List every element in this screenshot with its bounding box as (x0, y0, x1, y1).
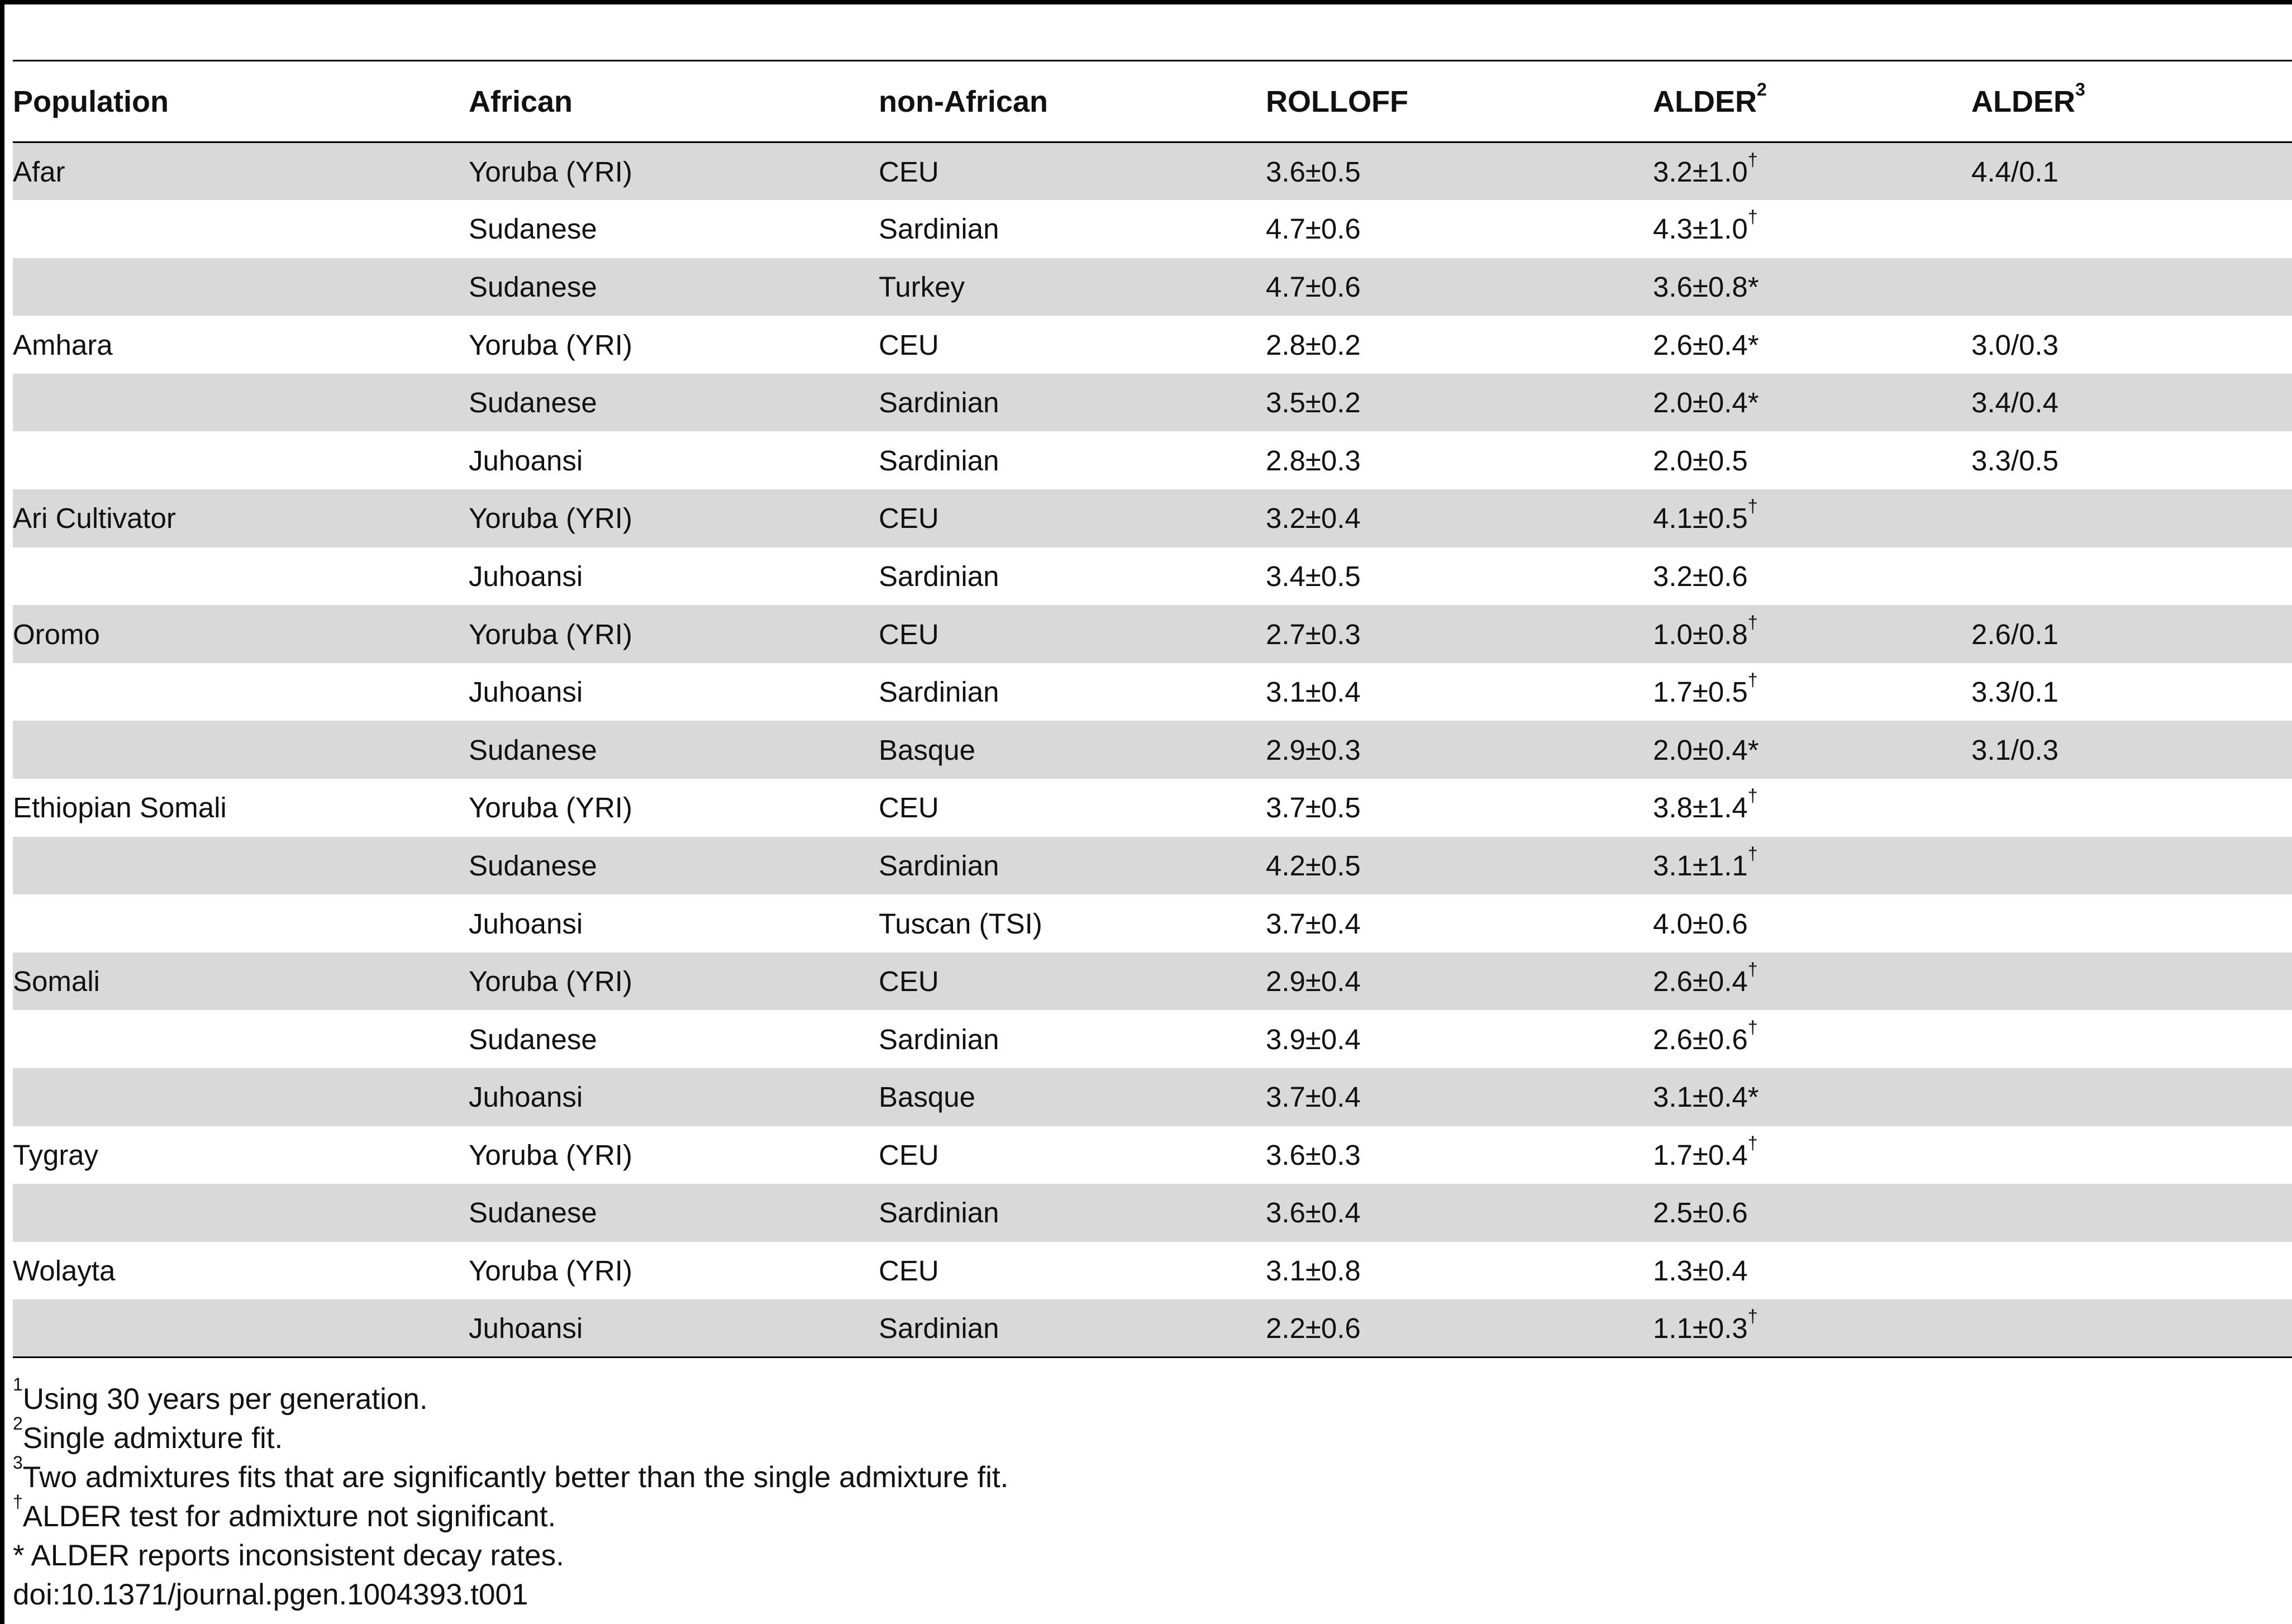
cell-alder-two (1971, 779, 2292, 837)
cell-alder-single (1653, 1184, 1971, 1242)
cell-non-african-source (879, 663, 1266, 721)
cell-non-african-source-value: Sardinian (879, 849, 999, 882)
cell-african-source-value: Sudanese (469, 734, 597, 766)
cell-non-african-source-value: Sardinian (879, 213, 999, 245)
cell-alder-two (1971, 258, 2292, 316)
cell-rolloff (1266, 1126, 1653, 1184)
cell-population (13, 489, 469, 547)
cell-rolloff-value: 3.1±0.4 (1266, 676, 1361, 708)
cell-alder-single-value: 1.0±0.8 (1653, 618, 1748, 650)
cell-african-source-value: Sudanese (469, 270, 597, 303)
footnote-mark: † (13, 1492, 23, 1512)
footnote-text: doi:10.1371/journal.pgen.1004393.t001 (13, 1578, 528, 1611)
cell-non-african-source-value: CEU (879, 502, 939, 535)
cell-population (13, 1299, 469, 1358)
header-population: Population (13, 84, 169, 118)
cell-non-african-source (879, 721, 1266, 779)
not-significant-marker: † (1747, 1017, 1758, 1037)
cell-alder-single-value: 1.3±0.4 (1653, 1255, 1748, 1287)
cell-african-source (469, 200, 879, 258)
table-row (13, 1242, 2292, 1300)
table-row (13, 1068, 2292, 1126)
cell-population-value: Wolayta (13, 1255, 116, 1287)
table-row (13, 547, 2292, 606)
cell-rolloff-value: 3.5±0.2 (1266, 387, 1361, 419)
cell-african-source (469, 258, 879, 316)
cell-alder-two (1971, 837, 2292, 895)
cell-rolloff (1266, 374, 1653, 432)
table-body (13, 142, 2292, 1358)
cell-alder-single (1653, 894, 1971, 953)
cell-rolloff-value: 4.7±0.6 (1266, 270, 1361, 303)
cell-population (13, 663, 469, 721)
cell-rolloff (1266, 142, 1653, 201)
cell-alder-single (1653, 547, 1971, 606)
cell-rolloff (1266, 894, 1653, 953)
cell-african-source (469, 953, 879, 1011)
cell-non-african-source (879, 142, 1266, 201)
cell-african-source (469, 663, 879, 721)
cell-non-african-source (879, 1126, 1266, 1184)
cell-african-source-value: Sudanese (469, 849, 597, 882)
cell-african-source-value: Juhoansi (469, 1312, 583, 1344)
header-alder-two-label: ALDER (1971, 84, 2075, 118)
cell-non-african-source-value: CEU (879, 618, 939, 650)
cell-alder-two (1971, 142, 2292, 201)
cell-alder-two (1971, 316, 2292, 374)
not-significant-marker: † (1747, 670, 1758, 690)
cell-african-source-value: Yoruba (YRI) (469, 1255, 632, 1287)
cell-alder-two-value: 4.4/0.1 (1971, 155, 2058, 188)
cell-african-source (469, 721, 879, 779)
cell-population (13, 374, 469, 432)
cell-alder-single (1653, 316, 1971, 374)
cell-non-african-source (879, 374, 1266, 432)
cell-alder-single-value: 2.0±0.4* (1653, 387, 1759, 419)
cell-alder-single-value: 1.7±0.4 (1653, 1139, 1748, 1171)
cell-african-source-value: Juhoansi (469, 907, 583, 940)
cell-rolloff (1266, 721, 1653, 779)
table-row (13, 1126, 2292, 1184)
cell-alder-single-value: 2.0±0.4* (1653, 734, 1759, 766)
cell-alder-single-value: 2.6±0.4* (1653, 328, 1759, 361)
cell-alder-two (1971, 894, 2292, 953)
cell-alder-two-value: 3.3/0.5 (1971, 444, 2058, 477)
cell-rolloff-value: 3.4±0.5 (1266, 560, 1361, 592)
cell-non-african-source (879, 953, 1266, 1011)
cell-alder-two (1971, 1184, 2292, 1242)
cell-alder-single (1653, 200, 1971, 258)
cell-non-african-source (879, 1184, 1266, 1242)
cell-alder-single (1653, 663, 1971, 721)
cell-alder-single (1653, 605, 1971, 663)
cell-rolloff-value: 4.7±0.6 (1266, 213, 1361, 245)
cell-non-african-source-value: Sardinian (879, 1197, 999, 1229)
table-row (13, 1299, 2292, 1358)
cell-non-african-source-value: Sardinian (879, 444, 999, 477)
table-row (13, 142, 2292, 201)
cell-rolloff (1266, 200, 1653, 258)
cell-rolloff (1266, 547, 1653, 606)
cell-alder-single (1653, 431, 1971, 489)
cell-non-african-source-value: Basque (879, 1081, 975, 1113)
footnote-line (13, 1413, 1008, 1458)
footnote-line (13, 1374, 1008, 1419)
cell-african-source-value: Yoruba (YRI) (469, 328, 632, 361)
cell-non-african-source (879, 489, 1266, 547)
left-border-rule (0, 0, 4, 1624)
cell-non-african-source-value: Sardinian (879, 1023, 999, 1055)
cell-african-source (469, 316, 879, 374)
cell-rolloff (1266, 431, 1653, 489)
cell-non-african-source-value: CEU (879, 792, 939, 824)
cell-african-source-value: Sudanese (469, 1197, 597, 1229)
cell-rolloff-value: 3.7±0.4 (1266, 907, 1361, 940)
cell-non-african-source (879, 605, 1266, 663)
cell-rolloff-value: 3.2±0.4 (1266, 502, 1361, 535)
not-significant-marker: † (1747, 843, 1758, 864)
not-significant-marker: † (1747, 1306, 1758, 1326)
not-significant-marker: † (1747, 959, 1758, 980)
cell-rolloff-value: 3.6±0.4 (1266, 1197, 1361, 1229)
header-alder-two-footnote-mark: 3 (2075, 79, 2085, 99)
cell-rolloff (1266, 316, 1653, 374)
table-footnotes (13, 1374, 1009, 1615)
cell-population (13, 1126, 469, 1184)
cell-alder-single-value: 4.3±1.0 (1653, 213, 1748, 245)
cell-african-source-value: Juhoansi (469, 1081, 583, 1113)
cell-rolloff (1266, 1068, 1653, 1126)
footnote-mark: 3 (13, 1452, 23, 1473)
cell-population (13, 258, 469, 316)
cell-non-african-source (879, 779, 1266, 837)
cell-rolloff (1266, 779, 1653, 837)
cell-alder-single (1653, 258, 1971, 316)
cell-alder-single (1653, 1126, 1971, 1184)
not-significant-marker: † (1747, 785, 1758, 806)
cell-alder-two (1971, 374, 2292, 432)
cell-non-african-source-value: CEU (879, 965, 939, 998)
cell-alder-two (1971, 200, 2292, 258)
cell-alder-single (1653, 1299, 1971, 1358)
cell-alder-single (1653, 374, 1971, 432)
cell-african-source (469, 1126, 879, 1184)
table-row (13, 258, 2292, 316)
table-row (13, 316, 2292, 374)
cell-non-african-source (879, 1299, 1266, 1358)
cell-non-african-source (879, 316, 1266, 374)
cell-rolloff (1266, 1242, 1653, 1300)
table-row (13, 953, 2292, 1011)
cell-population-value: Somali (13, 965, 100, 998)
cell-alder-two-value: 3.1/0.3 (1971, 734, 2058, 766)
cell-population (13, 1184, 469, 1242)
cell-non-african-source (879, 431, 1266, 489)
cell-population (13, 779, 469, 837)
cell-rolloff (1266, 1299, 1653, 1358)
cell-rolloff (1266, 489, 1653, 547)
cell-non-african-source (879, 547, 1266, 606)
cell-rolloff (1266, 1184, 1653, 1242)
footnote-text: Single admixture fit. (22, 1422, 283, 1455)
cell-rolloff-value: 2.9±0.4 (1266, 965, 1361, 998)
cell-rolloff-value: 3.6±0.3 (1266, 1139, 1361, 1171)
cell-alder-single-value: 2.6±0.6 (1653, 1023, 1748, 1055)
footnote-text: Using 30 years per generation. (22, 1383, 428, 1416)
header-alder-single (1653, 61, 1971, 142)
cell-alder-single-value: 4.0±0.6 (1653, 907, 1748, 940)
cell-population (13, 431, 469, 489)
cell-alder-single (1653, 489, 1971, 547)
cell-rolloff-value: 3.7±0.4 (1266, 1081, 1361, 1113)
cell-non-african-source (879, 894, 1266, 953)
cell-alder-single-value: 2.6±0.4 (1653, 965, 1748, 998)
cell-alder-single (1653, 837, 1971, 895)
cell-african-source (469, 1299, 879, 1358)
cell-non-african-source (879, 258, 1266, 316)
cell-rolloff (1266, 953, 1653, 1011)
cell-african-source-value: Sudanese (469, 1023, 597, 1055)
cell-african-source (469, 1184, 879, 1242)
cell-alder-single (1653, 142, 1971, 201)
cell-alder-two (1971, 431, 2292, 489)
cell-population (13, 1010, 469, 1068)
not-significant-marker: † (1747, 1132, 1758, 1153)
cell-alder-two (1971, 953, 2292, 1011)
table-row (13, 431, 2292, 489)
not-significant-marker: † (1747, 612, 1758, 632)
cell-population-value: Oromo (13, 618, 100, 650)
cell-alder-two (1971, 1242, 2292, 1300)
cell-african-source (469, 605, 879, 663)
cell-rolloff-value: 4.2±0.5 (1266, 849, 1361, 882)
footnote-line (13, 1536, 1008, 1575)
cell-non-african-source-value: Sardinian (879, 1312, 999, 1344)
cell-population (13, 605, 469, 663)
cell-african-source-value: Yoruba (YRI) (469, 155, 632, 188)
cell-rolloff-value: 2.8±0.3 (1266, 444, 1361, 477)
cell-rolloff (1266, 1010, 1653, 1068)
cell-african-source (469, 894, 879, 953)
cell-population-value: Amhara (13, 328, 113, 361)
cell-alder-two-value: 3.4/0.4 (1971, 387, 2058, 419)
cell-alder-two (1971, 489, 2292, 547)
cell-african-source (469, 779, 879, 837)
not-significant-marker: † (1747, 207, 1758, 227)
table-row (13, 663, 2292, 721)
cell-african-source (469, 489, 879, 547)
cell-african-source-value: Juhoansi (469, 444, 583, 477)
cell-population (13, 142, 469, 201)
cell-rolloff (1266, 837, 1653, 895)
cell-population-value: Ethiopian Somali (13, 792, 227, 824)
cell-african-source-value: Yoruba (YRI) (469, 792, 632, 824)
cell-african-source (469, 547, 879, 606)
cell-rolloff-value: 2.7±0.3 (1266, 618, 1361, 650)
cell-population (13, 1242, 469, 1300)
header-alder-single-label: ALDER (1653, 84, 1757, 118)
cell-non-african-source (879, 1010, 1266, 1068)
cell-population (13, 837, 469, 895)
cell-non-african-source-value: Turkey (879, 270, 965, 303)
header-african: African (469, 84, 573, 118)
cell-alder-single (1653, 721, 1971, 779)
cell-african-source-value: Juhoansi (469, 560, 583, 592)
cell-alder-two-value: 3.3/0.1 (1971, 676, 2058, 708)
cell-alder-two (1971, 605, 2292, 663)
cell-african-source-value: Juhoansi (469, 676, 583, 708)
cell-population (13, 953, 469, 1011)
cell-african-source (469, 142, 879, 201)
cell-african-source-value: Yoruba (YRI) (469, 965, 632, 998)
cell-rolloff (1266, 663, 1653, 721)
cell-rolloff (1266, 258, 1653, 316)
cell-population (13, 316, 469, 374)
cell-alder-single-value: 1.7±0.5 (1653, 676, 1748, 708)
cell-alder-single (1653, 1068, 1971, 1126)
table-row (13, 894, 2292, 953)
cell-non-african-source-value: CEU (879, 328, 939, 361)
cell-rolloff-value: 2.2±0.6 (1266, 1312, 1361, 1344)
cell-rolloff-value: 3.7±0.5 (1266, 792, 1361, 824)
cell-alder-single-value: 2.5±0.6 (1653, 1197, 1748, 1229)
header-rolloff: ROLLOFF (1266, 84, 1408, 118)
cell-african-source-value: Sudanese (469, 213, 597, 245)
footnote-text: ALDER test for admixture not significant. (22, 1500, 556, 1533)
cell-population-value: Ari Cultivator (13, 502, 176, 535)
table-row (13, 489, 2292, 547)
cell-african-source-value: Yoruba (YRI) (469, 502, 632, 535)
cell-alder-two (1971, 721, 2292, 779)
cell-alder-single-value: 3.2±1.0 (1653, 155, 1748, 188)
cell-population (13, 1068, 469, 1126)
cell-alder-single-value: 4.1±0.5 (1653, 502, 1748, 535)
footnote-mark: 2 (13, 1413, 23, 1434)
cell-african-source (469, 837, 879, 895)
cell-rolloff (1266, 605, 1653, 663)
cell-african-source (469, 1242, 879, 1300)
table-row (13, 605, 2292, 663)
footnote-mark: 1 (13, 1374, 23, 1395)
top-border-rule (0, 0, 2292, 4)
cell-alder-single-value: 3.6±0.8* (1653, 270, 1759, 303)
cell-rolloff-value: 2.8±0.2 (1266, 328, 1361, 361)
cell-alder-two (1971, 1010, 2292, 1068)
table-row (13, 1184, 2292, 1242)
cell-alder-single (1653, 953, 1971, 1011)
cell-alder-two-value: 2.6/0.1 (1971, 618, 2058, 650)
admixture-table-container (13, 60, 2292, 1358)
cell-african-source-value: Yoruba (YRI) (469, 618, 632, 650)
cell-alder-two (1971, 663, 2292, 721)
cell-alder-two (1971, 547, 2292, 606)
footnote-line (13, 1452, 1009, 1497)
cell-rolloff-value: 3.6±0.5 (1266, 155, 1361, 188)
cell-non-african-source-value: Sardinian (879, 676, 999, 708)
cell-rolloff-value: 2.9±0.3 (1266, 734, 1361, 766)
table-header-row (13, 61, 2292, 142)
cell-rolloff-value: 3.1±0.8 (1266, 1255, 1361, 1287)
cell-alder-two (1971, 1126, 2292, 1184)
cell-african-source-value: Sudanese (469, 387, 597, 419)
not-significant-marker: † (1747, 496, 1758, 517)
header-non-african: non-African (879, 84, 1048, 118)
table-row (13, 779, 2292, 837)
table-row (13, 200, 2292, 258)
cell-non-african-source-value: Tuscan (TSI) (879, 907, 1042, 940)
cell-alder-single-value: 1.1±0.3 (1653, 1312, 1748, 1344)
header-alder-single-footnote-mark: 2 (1757, 79, 1767, 99)
cell-alder-single-value: 3.2±0.6 (1653, 560, 1748, 592)
not-significant-marker: † (1747, 149, 1758, 170)
cell-african-source (469, 1010, 879, 1068)
header-alder-two (1971, 61, 2292, 142)
cell-non-african-source (879, 200, 1266, 258)
cell-non-african-source-value: CEU (879, 1139, 939, 1171)
footnote-text: Two admixtures fits that are significantly better than the single admixture fit. (22, 1461, 1009, 1494)
cell-non-african-source-value: CEU (879, 1255, 939, 1287)
cell-alder-single-value: 3.8±1.4 (1653, 792, 1748, 824)
cell-alder-two-value: 3.0/0.3 (1971, 328, 2058, 361)
footnote-text: * ALDER reports inconsistent decay rates. (13, 1539, 564, 1572)
cell-population (13, 200, 469, 258)
admixture-dates-table (13, 60, 2292, 1358)
cell-african-source (469, 1068, 879, 1126)
cell-population (13, 721, 469, 779)
cell-non-african-source-value: Sardinian (879, 560, 999, 592)
cell-alder-two (1971, 1068, 2292, 1126)
table-row (13, 721, 2292, 779)
cell-alder-single-value: 3.1±1.1 (1653, 849, 1748, 882)
cell-alder-two (1971, 1299, 2292, 1358)
cell-non-african-source-value: Sardinian (879, 387, 999, 419)
cell-population-value: Afar (13, 155, 65, 188)
table-row (13, 374, 2292, 432)
cell-african-source (469, 374, 879, 432)
cell-population-value: Tygray (13, 1139, 99, 1171)
cell-non-african-source (879, 837, 1266, 895)
cell-alder-single-value: 2.0±0.5 (1653, 444, 1748, 477)
cell-non-african-source (879, 1068, 1266, 1126)
cell-alder-single (1653, 779, 1971, 837)
footnote-line (13, 1575, 1008, 1615)
cell-alder-single-value: 3.1±0.4* (1653, 1081, 1759, 1113)
cell-african-source-value: Yoruba (YRI) (469, 1139, 632, 1171)
cell-non-african-source (879, 1242, 1266, 1300)
cell-non-african-source-value: Basque (879, 734, 975, 766)
cell-non-african-source-value: CEU (879, 155, 939, 188)
cell-alder-single (1653, 1242, 1971, 1300)
table-row (13, 837, 2292, 895)
cell-population (13, 894, 469, 953)
footnote-line (13, 1492, 1008, 1536)
cell-rolloff-value: 3.9±0.4 (1266, 1023, 1361, 1055)
cell-alder-single (1653, 1010, 1971, 1068)
cell-african-source (469, 431, 879, 489)
table-row (13, 1010, 2292, 1068)
cell-population (13, 547, 469, 606)
